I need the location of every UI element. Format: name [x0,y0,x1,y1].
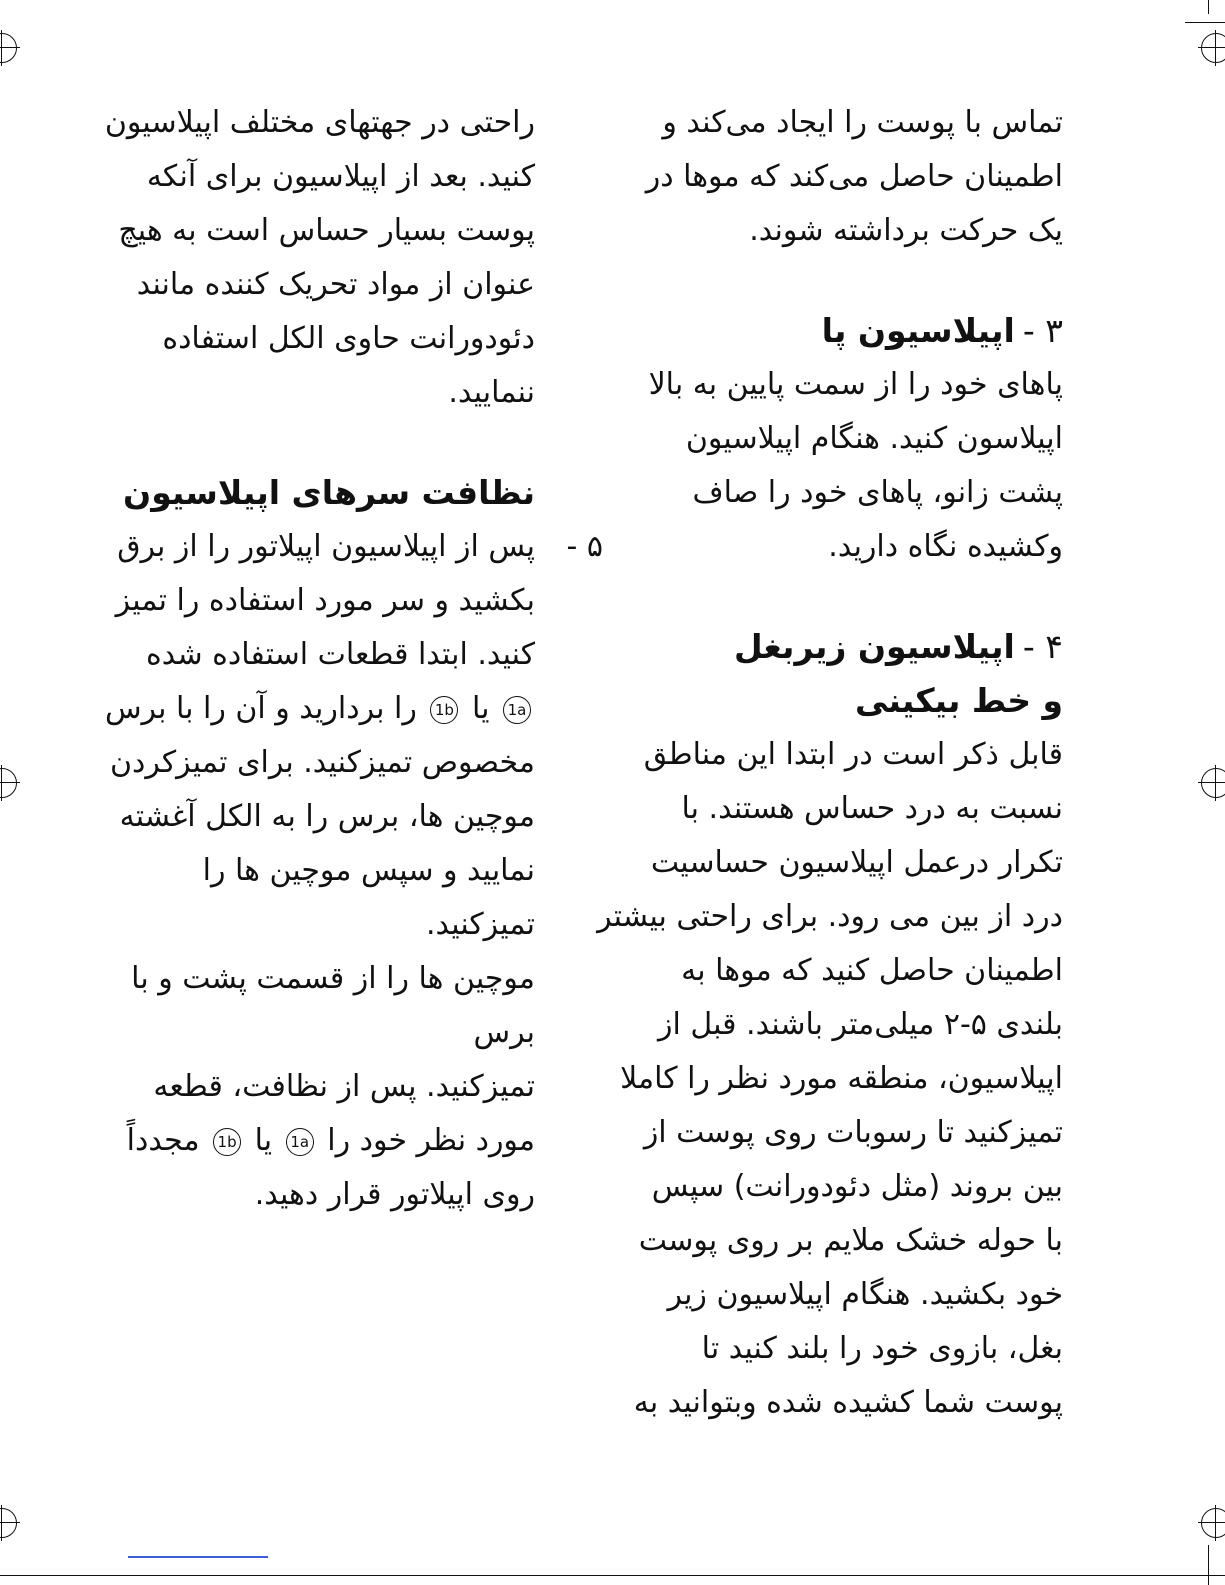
cleaning-number: ۵ - [566,529,603,564]
or-word: یا [254,1123,273,1158]
cleaning-line: روی اپیلاتور قرار دهید. [254,1177,535,1212]
cleaning-line: موچین ها را از قسمت پشت و با برس [131,961,535,1050]
intro-line: یک حرکت برداشته شوند. [749,213,1063,248]
part-1b-badge: 1b [430,696,458,724]
intro-line: عنوان از مواد تحریک کننده مانند [136,267,535,302]
section4-title-line1: اپیلاسیون زیربغل [733,627,1015,666]
cleaning-line-text: مورد نظر خود را [327,1123,535,1158]
trim-line-bottom [0,1575,1225,1576]
section3-line: پاهای خود را از سمت پایین به بالا [648,367,1063,402]
or-word: یا [471,691,490,726]
right-column [593,96,1063,1430]
section4-line: اپیلاسیون، منطقه مورد نظر را کاملا [620,1061,1063,1096]
section4-line: بلندی ۵-۲ میلی‌متر باشند. قبل از [658,1007,1063,1042]
cleaning-line-text: را بردارید و آن را با برس [104,691,417,726]
section4-line: با حوله خشک ملایم بر روی پوست [638,1223,1063,1258]
registration-mark-bottom-right [1198,1505,1225,1541]
section3-heading [593,304,1063,358]
section4-line: قابل ذکر است در ابتدا این مناطق [643,737,1063,772]
section4-line: پوست شما کشیده شده وبتوانید به [633,1385,1063,1420]
part-1a-badge: 1a [286,1128,314,1156]
registration-mark-top-left [0,30,20,66]
registration-mark-bottom-left [0,1505,20,1541]
part-1a-badge: 1a [503,696,531,724]
cleaning-line [95,682,535,736]
cleaning-line: موچین ها، برس را به الکل آغشته [119,799,535,834]
cleaning-line: نمایید و سپس موچین ها را تمیزکنید. [202,853,535,942]
section3-line: اپیلاسون کنید. هنگام اپیلاسیون [685,421,1063,456]
section3-title: اپیلاسیون پا [821,311,1015,350]
left-column [95,96,603,1222]
section4-line: اطمینان حاصل کنید که موها به [681,953,1063,988]
part-1b-badge: 1b [213,1128,241,1156]
registration-mark-top-right [1198,30,1225,66]
cleaning-line: کنید. ابتدا قطعات استفاده شده [146,637,535,672]
section4-number: ۴ - [1022,627,1063,666]
section4-line: نسبت به درد حساس هستند. با [681,791,1063,826]
section4-line: بغل، بازوی خود را بلند کنید تا [701,1331,1063,1366]
cleaning-heading: نظافت سرهای اپیلاسیون [123,473,535,512]
section4-line: خود بکشید. هنگام اپیلاسیون زیر [667,1277,1063,1312]
trim-line-right-bottom [1208,1545,1209,1585]
blue-mark [128,1556,268,1558]
intro-line: ننمایید. [448,375,535,410]
section3-line: پشت زانو، پاهای خود را صاف [692,475,1063,510]
section3-number: ۳ - [1022,311,1063,350]
intro-line: کنید. بعد از اپیلاسیون برای آنکه [146,159,535,194]
section4-line: تمیزکنید تا رسوبات روی پوست از [643,1115,1063,1150]
cleaning-line-text: مجدداً [126,1123,200,1158]
cleaning-line: مخصوص تمیزکنید. برای تمیزکردن [109,745,535,780]
intro-line: تماس با پوست را ایجاد می‌کند و [662,105,1063,140]
section4-line: تکرار درعمل اپیلاسیون حساسیت [650,845,1063,880]
registration-mark-mid-right [1198,765,1225,801]
trim-line-top-right [1185,22,1225,23]
section4-line: درد از بین می رود. برای راحتی بیشتر [597,899,1063,934]
section4-title-line2: و خط بیکینی [855,681,1063,720]
section4-line: بین بروند (مثل دئودورانت) سپس [651,1169,1063,1204]
intro-line: دئودورانت حاوی الکل استفاده [162,321,535,356]
intro-line: اطمینان حاصل می‌کند که موها در [645,159,1063,194]
cleaning-line [95,520,603,574]
intro-line: راحتی در جهتهای مختلف اپیلاسیون [104,105,535,140]
cleaning-line [95,1114,535,1168]
cleaning-line: تمیزکنید. پس از نظافت، قطعه [153,1069,535,1104]
trim-line-right-top [1208,0,1209,14]
cleaning-line-text: پس از اپیلاسیون اپیلاتور را از برق [117,529,535,564]
registration-mark-mid-left [0,765,20,801]
section4-heading [593,620,1063,674]
section3-line: وکشیده نگاه دارید. [828,529,1063,564]
intro-line: پوست بسیار حساس است به هیچ [118,213,535,248]
cleaning-line: بکشید و سر مورد استفاده را تمیز [115,583,535,618]
